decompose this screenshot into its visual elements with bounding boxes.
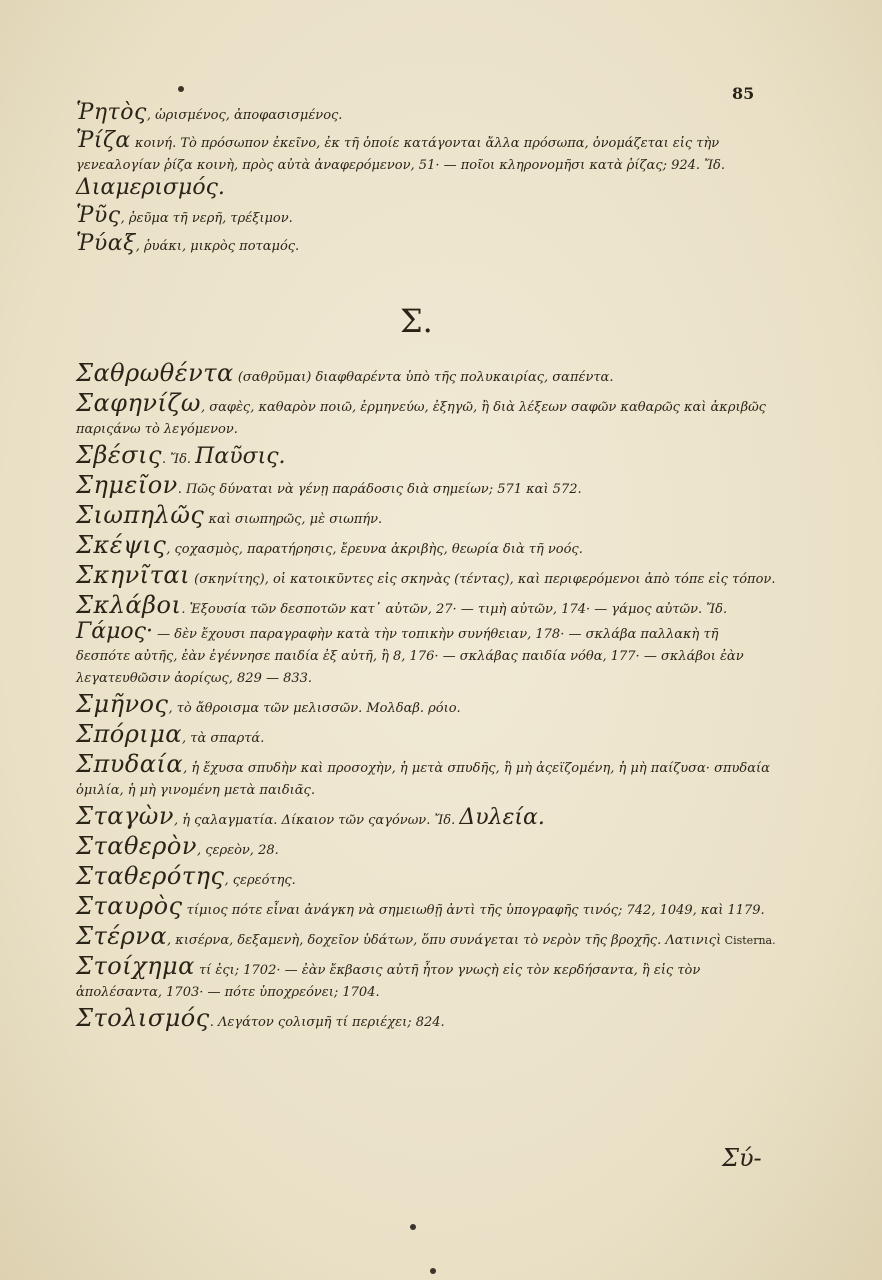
- entry-headword: Ῥίζα: [76, 128, 131, 153]
- entry-headword: Σπόριμα: [76, 720, 183, 748]
- dictionary-entry: [76, 441, 776, 471]
- entry-headword: Σμῆνος: [76, 690, 169, 718]
- dictionary-entry: [76, 720, 776, 750]
- entry-headword: Σβέσις: [76, 441, 162, 469]
- entry-headword: Στοίχημα: [76, 952, 195, 980]
- entry-text: καὶ σιωπηρῶς, μὲ σιωπήν.: [204, 512, 383, 527]
- entry-headword: Σημεῖον: [76, 471, 178, 499]
- entry-text: , σαφὲς, καθαρὸν ποιῶ, ἑρμηνεύω, ἐξηγῶ, ἢ διὰ λέξεων σαφῶν καθαρῶς καὶ ἀκριβῶς παριςάνω τὸ λεγόμενον.: [76, 400, 766, 437]
- entry-text: . Ἴδ.: [161, 452, 192, 467]
- entry-headword: Σταγὼν: [76, 802, 174, 830]
- entry-headword: Σκηνῖται: [76, 561, 190, 589]
- entry-headword: Σιωπηλῶς: [76, 501, 205, 529]
- entry-headword: Στολισμός: [76, 1004, 210, 1032]
- entry-text: (σκηνίτης), οἱ κατοικῦντες εἰς σκηνὰς (τέντας), καὶ περιφερόμενοι ἀπὸ τόπε εἰς τόπον.: [189, 572, 776, 587]
- dictionary-entry: [76, 802, 776, 832]
- dictionary-entry: [76, 832, 776, 862]
- entry-headword: Ῥητὸς: [76, 100, 147, 125]
- dictionary-entry: [76, 233, 776, 258]
- entry-headword: Σπυδαία: [76, 750, 184, 778]
- dictionary-entry: [76, 922, 776, 952]
- dictionary-entry: [76, 690, 776, 720]
- entry-text: . Πῶς δύναται νὰ γένῃ παράδοσις διὰ σημείων; 571 καὶ 572.: [177, 482, 582, 497]
- entry-headword: Ῥύαξ: [76, 231, 136, 256]
- dictionary-entry: [76, 130, 776, 202]
- dictionary-entry: [76, 892, 776, 922]
- catchword: Σύ-: [722, 1144, 762, 1172]
- entry-headword: Σταθερὸν: [76, 832, 197, 860]
- dictionary-entry: [76, 359, 776, 389]
- entry-text: , ςοχασμὸς, παρατήρησις, ἔρευνα ἀκριβὴς, θεωρία διὰ τῆ νοός.: [166, 542, 583, 557]
- entry-text: , ςερεὸν, 28.: [196, 843, 279, 858]
- entry-headword: Σκέψις: [76, 531, 167, 559]
- entry-cross-reference: Γάμος·: [76, 619, 153, 644]
- entry-headword: Σταυρὸς: [76, 892, 183, 920]
- entry-text: κοινή. Τὸ πρόσωπον ἐκεῖνο, ἐκ τῆ ὁποίε κατάγονται ἄλλα πρόσωπα, ὀνομάζεται εἰς τὴν γενεαλογίαν ῥίζα κοινὴ, πρὸς αὐτὰ ἀναφερόμενον, 51· — ποῖοι κληρονομῆσι κατὰ ῥίζας; 924. Ἴδ.: [76, 136, 725, 173]
- entry-text: , ὡρισμένος, ἀποφασισμένος.: [146, 108, 343, 123]
- dictionary-entry: [76, 952, 776, 1004]
- entry-text: , τὰ σπαρτά.: [182, 731, 265, 746]
- entry-text: , κισέρνα, δεξαμενὴ, δοχεῖον ὑδάτων, ὅπυ συνάγεται τὸ νερὸν τῆς βροχῆς. Λατινιςὶ: [167, 933, 722, 948]
- entry-headword: Σταθερότης: [76, 862, 225, 890]
- entry-text-continued: — δὲν ἔχουσι παραγραφὴν κατὰ τὴν τοπικὴν συνήθειαν, 178· — σκλάβα παλλακὴ τῆ δεσπότε αὐτῆς, ἐὰν ἐγέννησε παιδία ἐξ αὐτῆ, ἢ 8, 176· — σκλάβας παιδία νόθα, 177· — σκλάβοι ἐὰν λεγατευθῶσιν ἀορίςως, 829 — 833.: [76, 627, 744, 686]
- entries-main-list: [76, 359, 776, 1037]
- entry-text: , τὸ ἄθροισμα τῶν μελισσῶν. Μολδαβ. ρόιο.: [168, 701, 461, 716]
- dictionary-entry: [76, 750, 776, 802]
- ink-speck: [410, 1224, 416, 1230]
- section-letter-heading: Σ.: [400, 302, 433, 340]
- dictionary-entry: [76, 501, 776, 531]
- entries-top-list: [76, 102, 776, 261]
- entry-headword: Ῥῦς: [76, 203, 121, 228]
- dictionary-entry: [76, 862, 776, 892]
- dictionary-entry: [76, 471, 776, 501]
- entry-text: τίμιος πότε εἶναι ἀνάγκη νὰ σημειωθῇ ἀντὶ τῆς ὑπογραφῆς τινός; 742, 1049, καὶ 1179.: [182, 903, 765, 918]
- dictionary-entry: [76, 1004, 776, 1034]
- dictionary-entry: [76, 591, 776, 690]
- entry-headword: Σαθρωθέντα: [76, 359, 234, 387]
- entry-latin-term: Cisterna.: [721, 934, 776, 947]
- entry-text: . Λεγάτον ςολισμῆ τί περιέχει; 824.: [209, 1015, 445, 1030]
- dictionary-entry: [76, 389, 776, 441]
- ink-speck: [430, 1268, 436, 1274]
- dictionary-entry: [76, 561, 776, 591]
- entry-text: . Ἐξουσία τῶν δεσποτῶν κατ᾽ αὐτῶν, 27· — τιμὴ αὐτῶν, 174· — γάμος αὐτῶν. Ἴδ.: [181, 602, 728, 617]
- entry-text: , ςερεότης.: [224, 873, 296, 888]
- entry-text: , ῥυάκι, μικρὸς ποταμός.: [135, 239, 300, 254]
- entry-text: (σαθρῦμαι) διαφθαρέντα ὑπὸ τῆς πολυκαιρίας, σαπέντα.: [233, 370, 614, 385]
- entry-headword: Στέρνα: [76, 922, 168, 950]
- entry-cross-reference: Διαμερισμός.: [76, 175, 225, 200]
- entry-text: , ἡ ςαλαγματία. Δίκαιον τῶν ςαγόνων. Ἴδ.: [173, 813, 456, 828]
- entry-text: , ἡ ἔχυσα σπυδὴν καὶ προσοχὴν, ἡ μετὰ σπυδῆς, ἢ μὴ ἀςεϊζομένη, ἡ μὴ παίζυσα· σπυδαία ὁμιλία, ἡ μὴ γινομένη μετὰ παιδιᾶς.: [76, 761, 770, 798]
- entry-headword: Σκλάβοι: [76, 591, 182, 619]
- dictionary-entry: [76, 531, 776, 561]
- entry-cross-reference: Δυλεία.: [459, 805, 545, 830]
- entry-headword: Σαφηνίζω: [76, 389, 201, 417]
- dictionary-entry: [76, 205, 776, 230]
- dictionary-entry: [76, 102, 776, 127]
- ink-speck: [178, 86, 184, 92]
- page-number: 85: [732, 84, 755, 103]
- entry-text: τί ἐςι; 1702· — ἐὰν ἔκβασις αὐτῆ ἦτον γνωςὴ εἰς τὸν κερδήσαντα, ἢ εἰς τὸν ἀπολέσαντα, 1703· — πότε ὑποχρεόνει; 1704.: [76, 963, 701, 1000]
- entry-cross-reference: Παῦσις.: [195, 444, 286, 469]
- entry-text: , ῥεῦμα τῆ νερῆ, τρέξιμον.: [120, 211, 293, 226]
